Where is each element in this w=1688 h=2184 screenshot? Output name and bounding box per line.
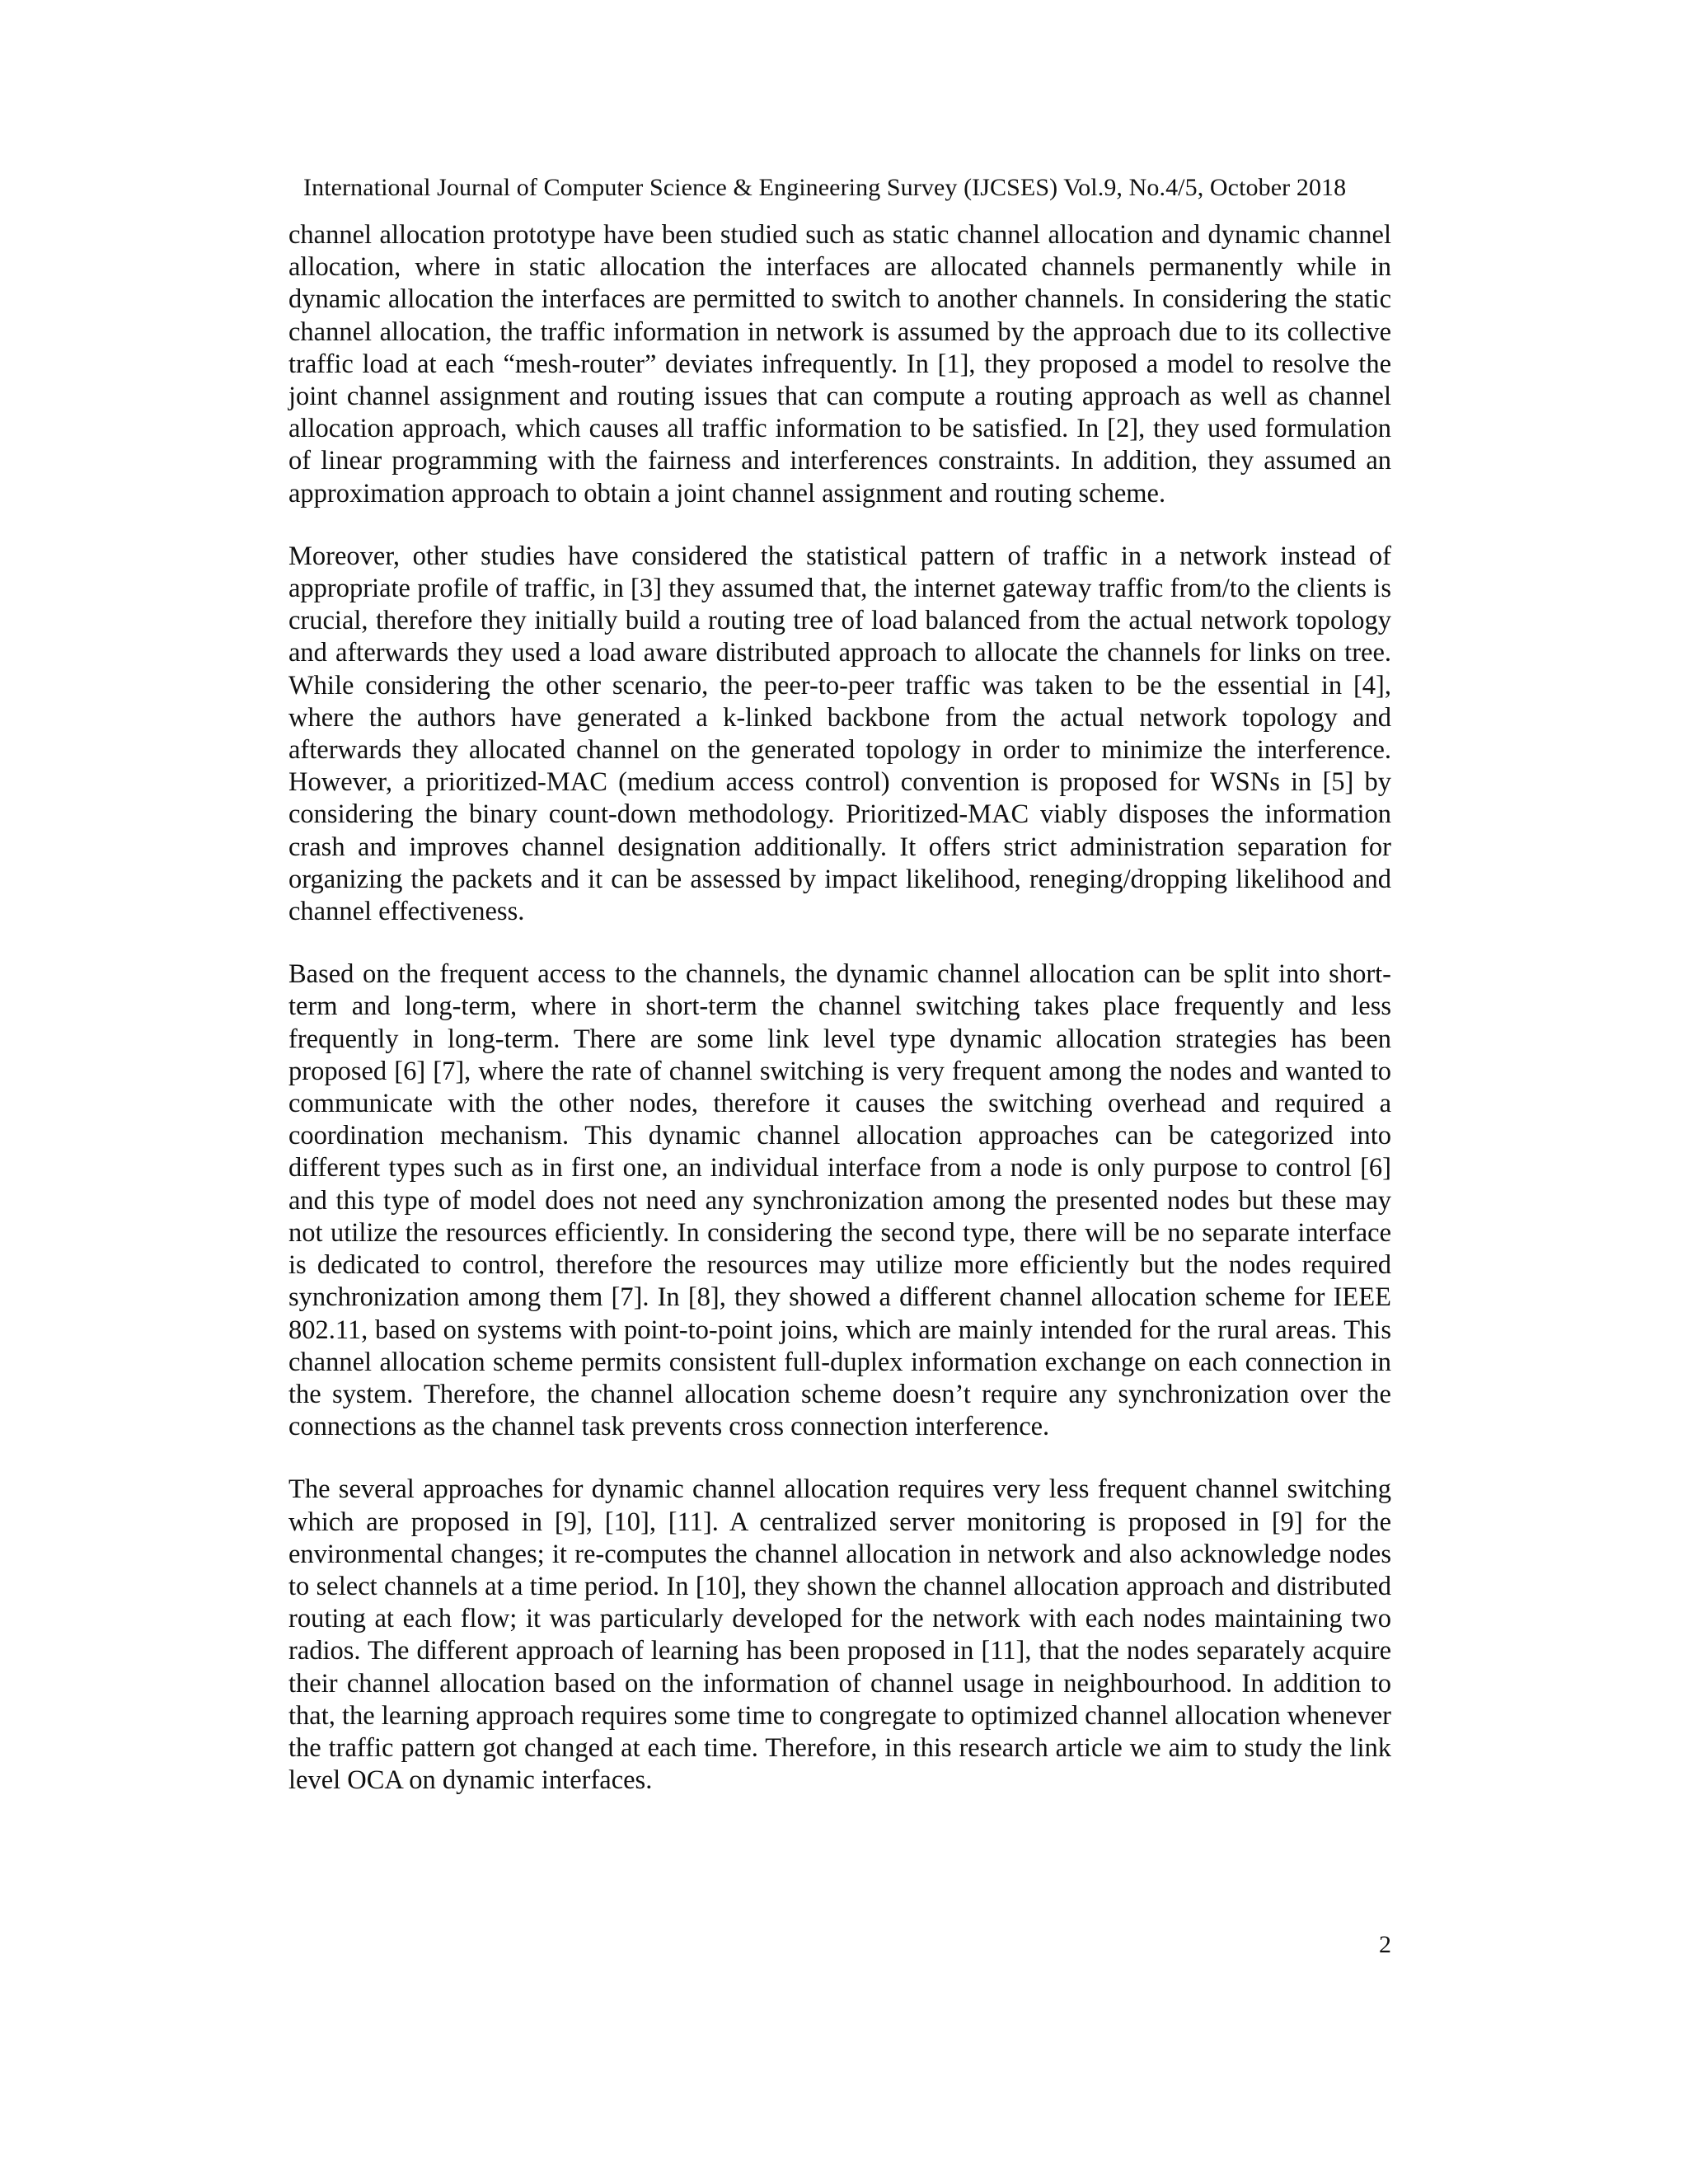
article-body <box>288 219 1391 1797</box>
running-header: International Journal of Computer Science & Engineering Survey (IJCSES) Vol.9, No.4/5, October 2018 <box>303 174 1347 201</box>
paragraph-traffic-pattern-studies: Moreover, other studies have considered the statistical pattern of traffic in a network instead of appropriate profile of traffic, in [3] they assumed that, the internet gateway traffic from/to the clients is crucial, therefore they initially build a routing tree of load balanced from the actual network topology and afterwards they used a load aware distributed approach to allocate the channels for links on tree. While considering the other scenario, the peer-to-peer traffic was taken to be the essential in [4], where the authors have generated a k-linked backbone from the actual network topology and afterwards they allocated channel on the generated topology in order to minimize the interference. However, a prioritized-MAC (medium access control) convention is proposed for WSNs in [5] by considering the binary count-down methodology. Prioritized-MAC viably disposes the information crash and improves channel designation additionally. It offers strict administration separation for organizing the packets and it can be assessed by impact likelihood, reneging/dropping likelihood and channel effectiveness. <box>288 541 1391 927</box>
paragraph-dynamic-channel-allocation: Based on the frequent access to the channels, the dynamic channel allocation can be split into short-term and long-term, where in short-term the channel switching takes place frequently and less frequently in long-term. There are some link level type dynamic allocation strategies has been proposed [6] [7], where the rate of channel switching is very frequent among the nodes and wanted to communicate with the other nodes, therefore it causes the switching overhead and required a coordination mechanism. This dynamic channel allocation approaches can be categorized into different types such as in first one, an individual interface from a node is only purpose to control [6] and this type of model does not need any synchronization among the presented nodes but these may not utilize the resources efficiently. In considering the second type, there will be no separate interface is dedicated to control, therefore the resources may utilize more efficiently but the nodes required synchronization among them [7]. In [8], they showed a different channel allocation scheme for IEEE 802.11, based on systems with point-to-point joins, which are mainly intended for the rural areas. This channel allocation scheme permits consistent full-duplex information exchange on each connection in the system. Therefore, the channel allocation scheme doesn’t require any synchronization over the connections as the channel task prevents cross connection interference. <box>288 959 1391 1442</box>
page-number: 2 <box>1379 1931 1391 1958</box>
paragraph-static-channel-allocation: channel allocation prototype have been studied such as static channel allocation and dynamic channel allocation, where in static allocation the interfaces are allocated channels permanently while in dynamic allocation the interfaces are permitted to switch to another channels. In considering the static channel allocation, the traffic information in network is assumed by the approach due to its collective traffic load at each “mesh-router” deviates infrequently. In [1], they proposed a model to resolve the joint channel assignment and routing issues that can compute a routing approach as well as channel allocation approach, which causes all traffic information to be satisfied. In [2], they used formulation of linear programming with the fairness and interferences constraints. In addition, they assumed an approximation approach to obtain a joint channel assignment and routing scheme. <box>288 220 1391 509</box>
paragraph-infrequent-switching-approaches: The several approaches for dynamic channel allocation requires very less frequent channel switching which are proposed in [9], [10], [11]. A centralized server monitoring is proposed in [9] for the environmental changes; it re-computes the channel allocation in network and also acknowledge nodes to select channels at a time period. In [10], they shown the channel allocation approach and distributed routing at each flow; it was particularly developed for the network with each nodes maintaining two radios. The different approach of learning has been proposed in [11], that the nodes separately acquire their channel allocation based on the information of channel usage in neighbourhood. In addition to that, the learning approach requires some time to congregate to optimized channel allocation whenever the traffic pattern got changed at each time. Therefore, in this research article we aim to study the link level OCA on dynamic interfaces. <box>288 1474 1391 1796</box>
